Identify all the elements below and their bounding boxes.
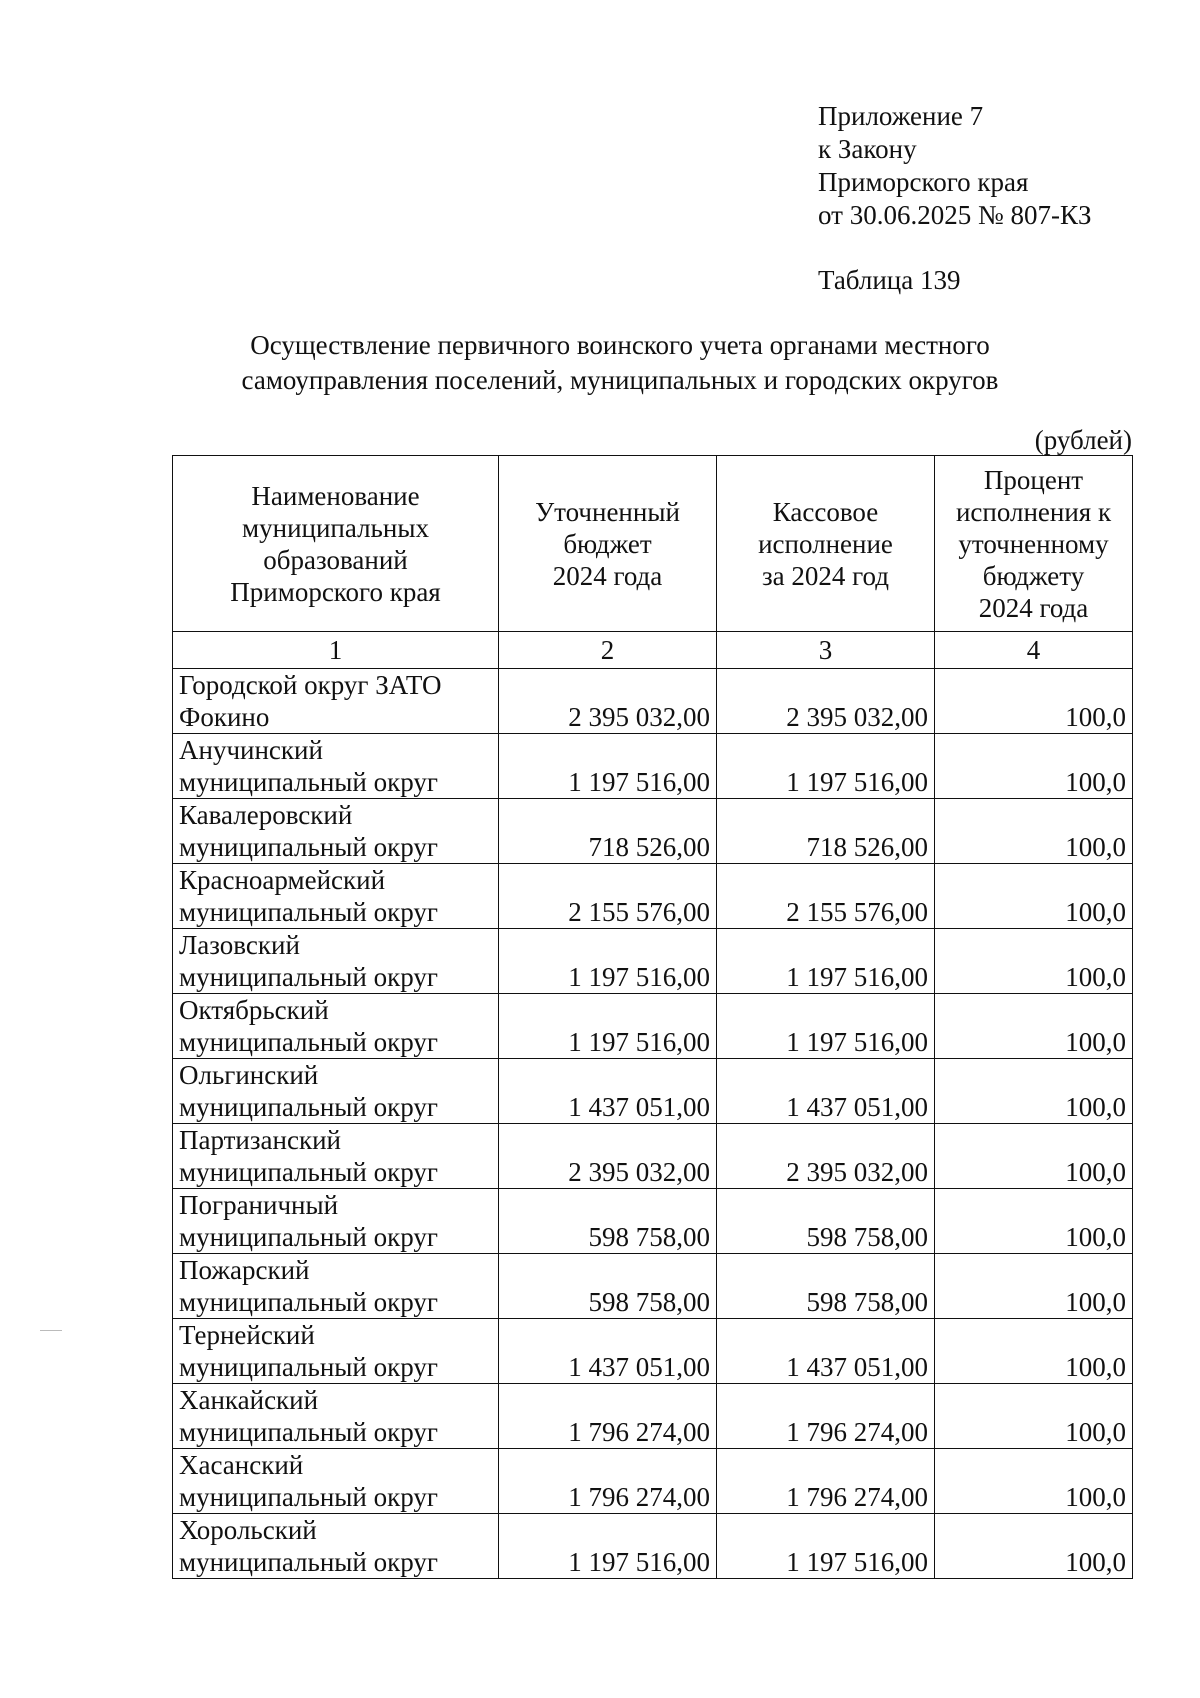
column-header-execution: Кассовое исполнение за 2024 год	[717, 456, 935, 632]
percent-cell: 100,0	[935, 1124, 1133, 1189]
table-row	[173, 1319, 1133, 1384]
execution-cell: 1 437 051,00	[717, 1319, 935, 1384]
table-row	[173, 669, 1133, 734]
appendix-line: от 30.06.2025 № 807-КЗ	[818, 200, 1092, 230]
table-row	[173, 929, 1133, 994]
table-row	[173, 994, 1133, 1059]
budget-cell: 2 395 032,00	[499, 1124, 717, 1189]
percent-cell: 100,0	[935, 994, 1133, 1059]
budget-cell: 598 758,00	[499, 1189, 717, 1254]
budget-cell: 1 796 274,00	[499, 1449, 717, 1514]
municipality-name-cell: Кавалеровский муниципальный округ	[173, 799, 499, 864]
table-row	[173, 1124, 1133, 1189]
execution-cell: 598 758,00	[717, 1189, 935, 1254]
percent-cell: 100,0	[935, 864, 1133, 929]
appendix-line: к Закону	[818, 134, 917, 164]
percent-cell: 100,0	[935, 1254, 1133, 1319]
budget-cell: 1 197 516,00	[499, 994, 717, 1059]
column-number: 1	[173, 632, 499, 669]
percent-cell: 100,0	[935, 669, 1133, 734]
table-row	[173, 1514, 1133, 1579]
municipality-name-cell: Красноармейский муниципальный округ	[173, 864, 499, 929]
budget-cell: 1 437 051,00	[499, 1319, 717, 1384]
table-row	[173, 734, 1133, 799]
budget-cell: 2 155 576,00	[499, 864, 717, 929]
title-line: Осуществление первичного воинского учета органами местного	[250, 330, 990, 360]
margin-mark	[40, 1330, 62, 1331]
municipality-name-cell: Городской округ ЗАТО Фокино	[173, 669, 499, 734]
table-row	[173, 1254, 1133, 1319]
budget-table	[172, 455, 1133, 1579]
percent-cell: 100,0	[935, 1384, 1133, 1449]
execution-cell: 2 395 032,00	[717, 669, 935, 734]
percent-cell: 100,0	[935, 929, 1133, 994]
column-number: 2	[499, 632, 717, 669]
execution-cell: 1 796 274,00	[717, 1449, 935, 1514]
title-line: самоуправления поселений, муниципальных и городских округов	[241, 365, 999, 395]
percent-cell: 100,0	[935, 1319, 1133, 1384]
column-number-row	[173, 632, 1133, 669]
execution-cell: 1 197 516,00	[717, 929, 935, 994]
document-title	[170, 328, 1070, 398]
table-number: Таблица 139	[818, 265, 961, 295]
budget-cell: 1 197 516,00	[499, 734, 717, 799]
table-row	[173, 799, 1133, 864]
budget-cell: 1 437 051,00	[499, 1059, 717, 1124]
budget-cell: 718 526,00	[499, 799, 717, 864]
execution-cell: 1 796 274,00	[717, 1384, 935, 1449]
table-row	[173, 1189, 1133, 1254]
budget-cell: 1 796 274,00	[499, 1384, 717, 1449]
column-header-budget: Уточненный бюджет 2024 года	[499, 456, 717, 632]
execution-cell: 718 526,00	[717, 799, 935, 864]
table-body	[173, 632, 1133, 1579]
municipality-name-cell: Пограничный муниципальный округ	[173, 1189, 499, 1254]
percent-cell: 100,0	[935, 1514, 1133, 1579]
municipality-name-cell: Тернейский муниципальный округ	[173, 1319, 499, 1384]
table-row	[173, 1059, 1133, 1124]
percent-cell: 100,0	[935, 1189, 1133, 1254]
column-header-name: Наименование муниципальных образований Приморского края	[173, 456, 499, 632]
column-number: 3	[717, 632, 935, 669]
table-row	[173, 864, 1133, 929]
execution-cell: 2 395 032,00	[717, 1124, 935, 1189]
budget-cell: 2 395 032,00	[499, 669, 717, 734]
municipality-name-cell: Партизанский муниципальный округ	[173, 1124, 499, 1189]
column-number: 4	[935, 632, 1133, 669]
execution-cell: 1 437 051,00	[717, 1059, 935, 1124]
table-row	[173, 1384, 1133, 1449]
municipality-name-cell: Пожарский муниципальный округ	[173, 1254, 499, 1319]
municipality-name-cell: Лазовский муниципальный округ	[173, 929, 499, 994]
column-header-percent: Процент исполнения к уточненному бюджету 2024 года	[935, 456, 1133, 632]
municipality-name-cell: Анучинский муниципальный округ	[173, 734, 499, 799]
percent-cell: 100,0	[935, 1449, 1133, 1514]
percent-cell: 100,0	[935, 734, 1133, 799]
execution-cell: 1 197 516,00	[717, 994, 935, 1059]
appendix-reference	[818, 100, 1091, 232]
execution-cell: 1 197 516,00	[717, 734, 935, 799]
budget-cell: 1 197 516,00	[499, 1514, 717, 1579]
municipality-name-cell: Ханкайский муниципальный округ	[173, 1384, 499, 1449]
municipality-name-cell: Хорольский муниципальный округ	[173, 1514, 499, 1579]
municipality-name-cell: Хасанский муниципальный округ	[173, 1449, 499, 1514]
percent-cell: 100,0	[935, 799, 1133, 864]
header-row	[173, 456, 1133, 632]
percent-cell: 100,0	[935, 1059, 1133, 1124]
budget-cell: 598 758,00	[499, 1254, 717, 1319]
units-label: (рублей)	[1034, 425, 1132, 455]
municipality-name-cell: Октябрьский муниципальный округ	[173, 994, 499, 1059]
appendix-line: Приложение 7	[818, 101, 984, 131]
budget-cell: 1 197 516,00	[499, 929, 717, 994]
execution-cell: 2 155 576,00	[717, 864, 935, 929]
appendix-line: Приморского края	[818, 167, 1029, 197]
table-row	[173, 1449, 1133, 1514]
execution-cell: 1 197 516,00	[717, 1514, 935, 1579]
municipality-name-cell: Ольгинский муниципальный округ	[173, 1059, 499, 1124]
execution-cell: 598 758,00	[717, 1254, 935, 1319]
